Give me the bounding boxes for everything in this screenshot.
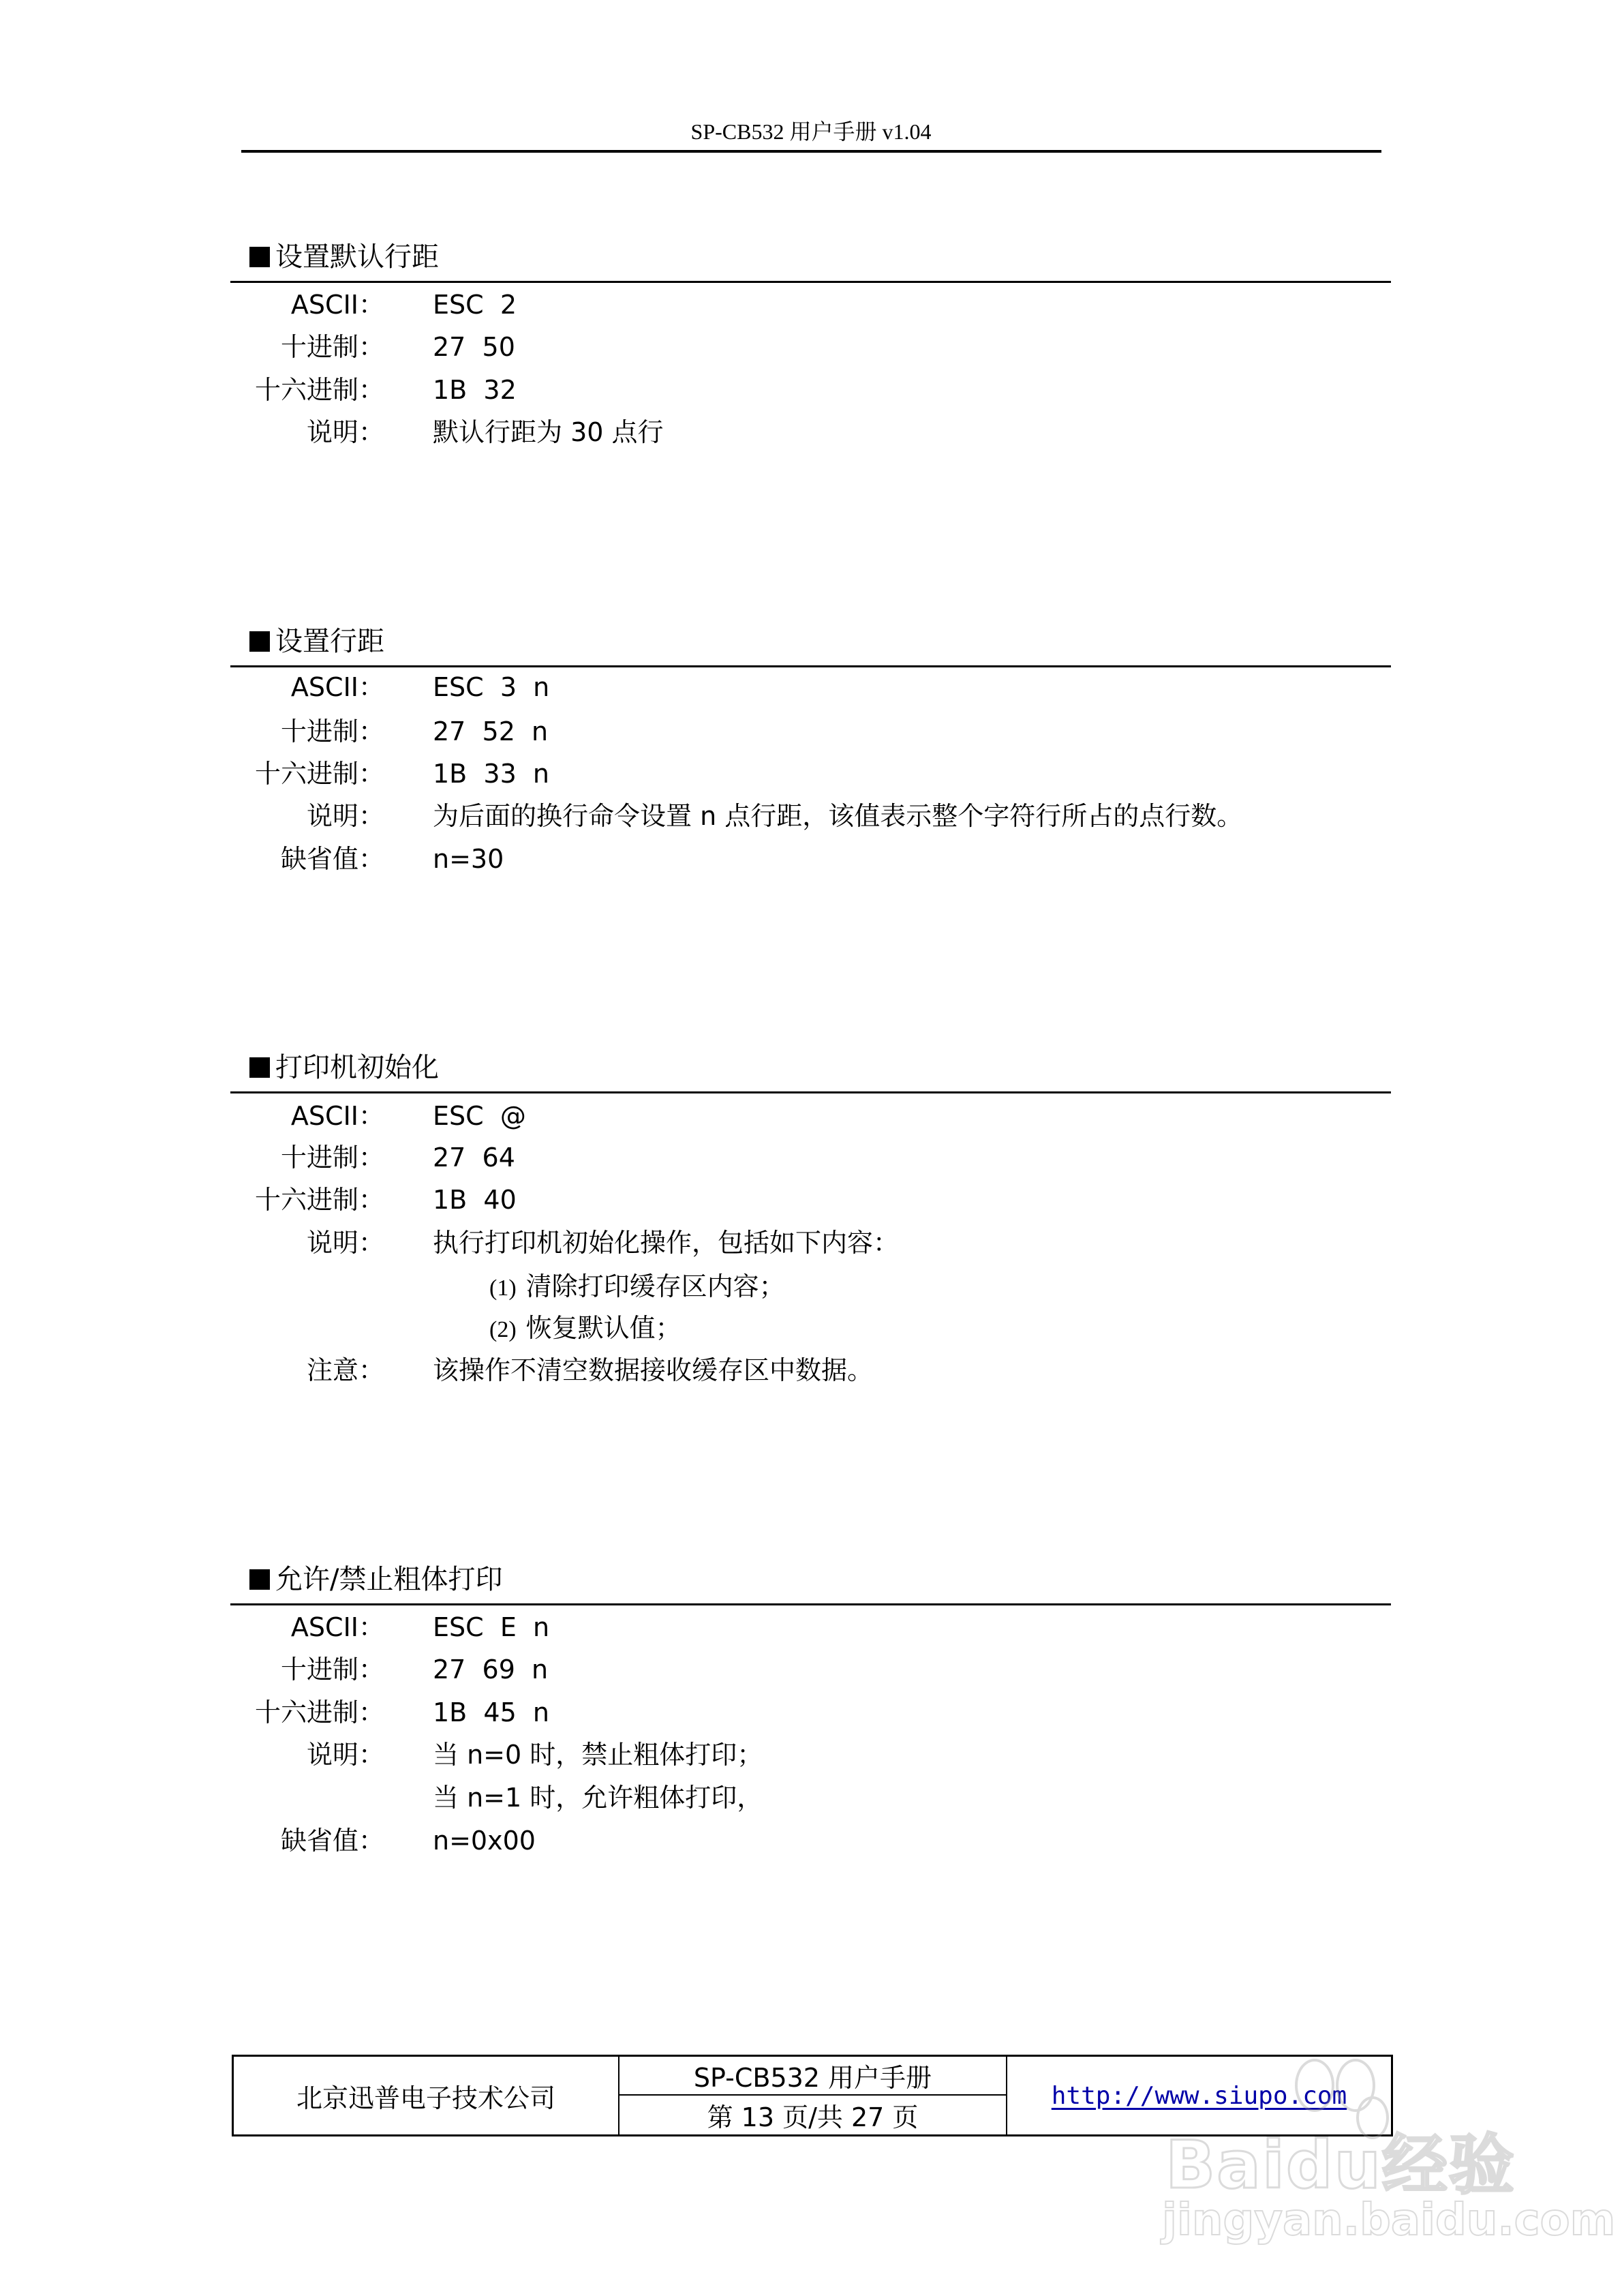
- row-value: 1B 45 n: [433, 1697, 549, 1727]
- section-title: [249, 624, 384, 659]
- row-value: ESC @: [433, 1101, 526, 1131]
- row-value: 为后面的换行命令设置 n 点行距，该值表示整个字符行所占的点行数。: [433, 801, 1243, 831]
- footer-manual-title-cell: [619, 2057, 1006, 2096]
- footer-company-cell: [234, 2057, 619, 2134]
- row-value: 1B 33 n: [433, 759, 549, 789]
- row-label: ASCII：: [290, 1101, 384, 1131]
- section-rule: [230, 1091, 1391, 1093]
- watermark-url: jingyan.baidu.com: [1162, 2195, 1616, 2246]
- row-label: 十进制：: [280, 332, 384, 362]
- row-value: 27 52 n: [433, 716, 549, 746]
- row-label: 说明：: [306, 801, 384, 831]
- sub-item-text: 恢复默认值；: [525, 1313, 682, 1343]
- section-title-text: 设置行距: [275, 626, 384, 657]
- row-value: 当 n=1 时，允许粗体打印，: [433, 1783, 763, 1813]
- row-value: 执行打印机初始化操作，包括如下内容：: [433, 1228, 900, 1258]
- sub-item-number: (1): [489, 1275, 517, 1301]
- row-value: n=0x00: [433, 1826, 536, 1856]
- row-label: 注意：: [306, 1355, 384, 1385]
- row-label: 十进制：: [280, 716, 384, 746]
- square-bullet-icon: [249, 1569, 270, 1590]
- section-rule: [230, 665, 1391, 667]
- square-bullet-icon: [249, 1057, 270, 1078]
- footer-url-cell: [1007, 2057, 1391, 2134]
- row-label: 缺省值：: [280, 1826, 384, 1856]
- footer-website-link[interactable]: http://www.siupo.com: [1051, 2081, 1347, 2110]
- row-label: 十进制：: [280, 1143, 384, 1173]
- row-value: 27 50: [433, 332, 515, 362]
- row-value: 当 n=0 时，禁止粗体打印；: [433, 1740, 763, 1770]
- sub-item: [489, 1269, 785, 1305]
- row-value: ESC 3 n: [433, 672, 550, 702]
- sub-item: [489, 1311, 682, 1347]
- page-header-title: SP-CB532 用户手册 v1.04: [690, 119, 932, 144]
- row-label: 十六进制：: [254, 1185, 384, 1215]
- header-rule: [241, 150, 1381, 153]
- square-bullet-icon: [249, 631, 270, 652]
- square-bullet-icon: [249, 247, 270, 267]
- row-value: ESC 2: [433, 290, 517, 320]
- row-label: ASCII：: [290, 1612, 384, 1642]
- row-value: n=30: [433, 844, 504, 874]
- section-title-text: 打印机初始化: [275, 1052, 439, 1083]
- section-title-text: 设置默认行距: [275, 241, 439, 273]
- sub-item-text: 清除打印缓存区内容；: [525, 1271, 785, 1301]
- row-label: 说明：: [306, 1740, 384, 1770]
- row-value: 1B 40: [433, 1185, 517, 1215]
- footer-table: [232, 2055, 1393, 2136]
- section-title: [249, 1051, 439, 1085]
- row-value: ESC E n: [433, 1612, 550, 1642]
- section-title: [249, 1562, 502, 1597]
- footer-company: 北京迅普电子技术公司: [296, 2083, 555, 2113]
- row-label: ASCII：: [290, 672, 384, 702]
- row-value: 27 69 n: [433, 1655, 549, 1685]
- section-title-text: 允许/禁止粗体打印: [275, 1564, 503, 1595]
- row-value: 该操作不清空数据接收缓存区中数据。: [433, 1355, 874, 1385]
- row-label: 十六进制：: [254, 375, 384, 405]
- footer-manual-cell: [619, 2057, 1007, 2134]
- row-label: 十六进制：: [254, 759, 384, 789]
- row-label: 缺省值：: [280, 844, 384, 874]
- row-label: 说明：: [306, 1228, 384, 1258]
- row-value: 默认行距为 30 点行: [433, 417, 664, 447]
- row-label: 说明：: [306, 417, 384, 447]
- section-rule: [230, 1603, 1391, 1605]
- watermark-logo: Baidu经验: [1165, 2127, 1516, 2203]
- footer-page-number: 第 13 页/共 27 页: [707, 2102, 919, 2132]
- row-label: 十进制：: [280, 1655, 384, 1685]
- section-rule: [230, 281, 1391, 283]
- row-label: 十六进制：: [254, 1697, 384, 1727]
- row-value: 27 64: [433, 1143, 515, 1173]
- row-label: ASCII：: [290, 290, 384, 320]
- footer-manual-title: SP-CB532 用户手册: [693, 2063, 932, 2093]
- sub-item-number: (2): [489, 1317, 517, 1342]
- row-value: 1B 32: [433, 375, 517, 405]
- section-title: [249, 240, 439, 274]
- footer-page-cell: [619, 2096, 1006, 2134]
